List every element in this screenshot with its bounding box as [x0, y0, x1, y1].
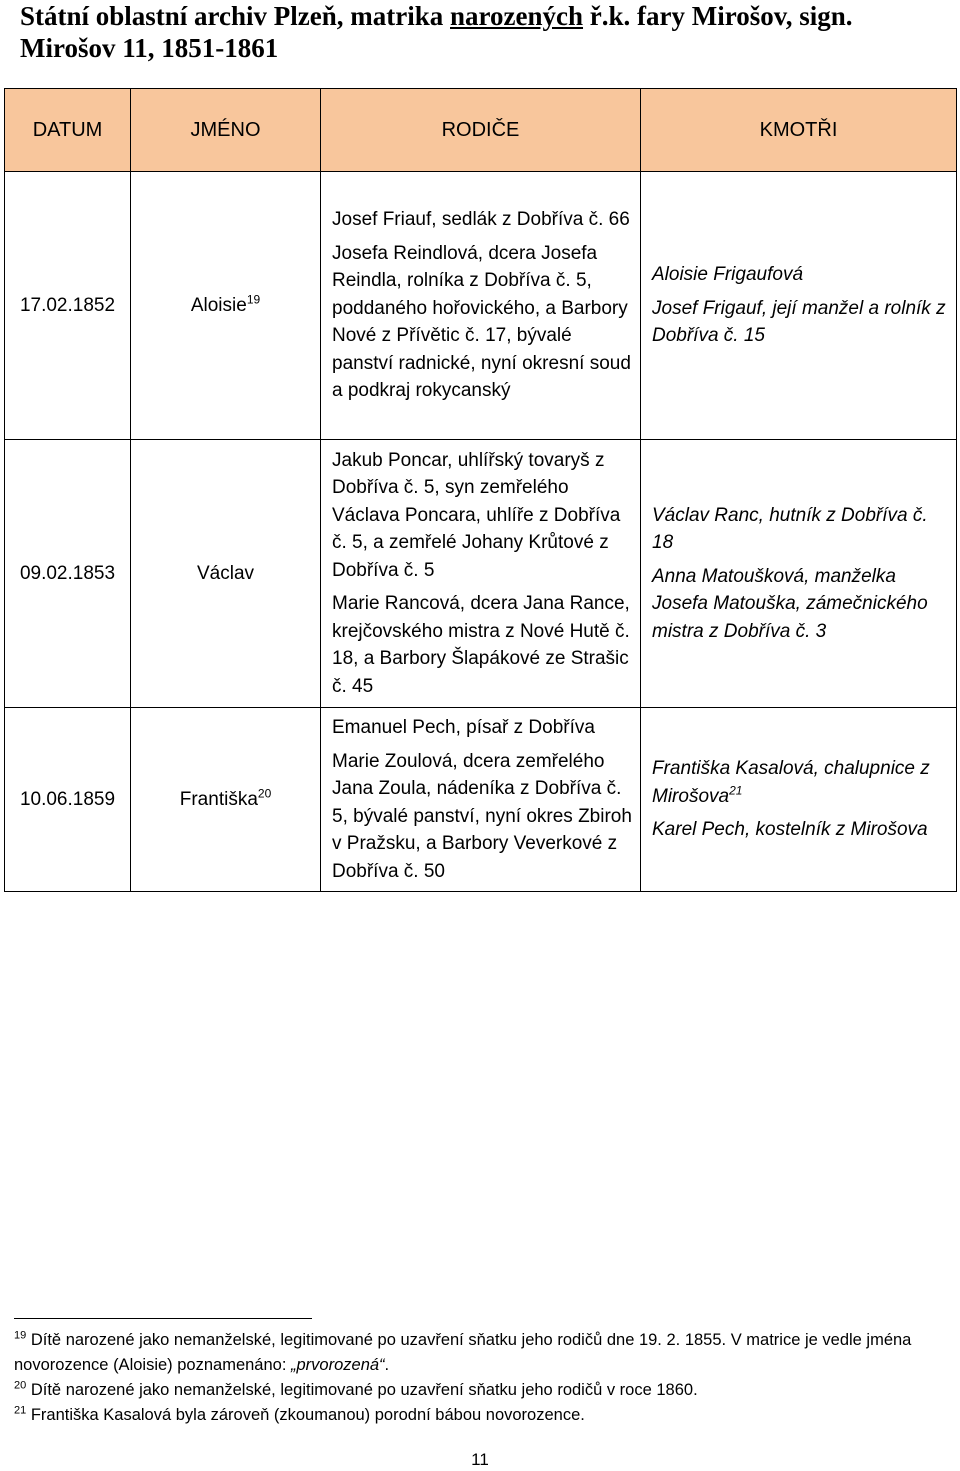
row-godparents	[641, 708, 957, 892]
godparent: Václav Ranc, hutník z Dobříva č. 18	[652, 504, 928, 554]
row-godparents	[641, 440, 957, 708]
row-name	[131, 708, 321, 892]
title-underlined-word: narozených	[450, 1, 584, 31]
footnote-text: Františka Kasalová byla zároveň (zkoumanou) porodní bábou novorozence.	[30, 1406, 585, 1424]
row-date: 09.02.1853	[5, 440, 131, 708]
table-header-row	[5, 89, 957, 172]
document-title	[20, 0, 950, 64]
row-parents	[321, 440, 641, 708]
table-row	[5, 172, 957, 440]
row-name	[131, 440, 321, 708]
godparent: Josef Frigauf, její manžel a rolník z Dobříva č. 15	[652, 297, 946, 347]
birth-register-table	[4, 88, 957, 892]
row-godparents	[641, 172, 957, 440]
table-row	[5, 440, 957, 708]
child-name: Františka	[179, 788, 258, 810]
footnote-number: 19	[14, 1329, 27, 1342]
footnote-quote: „prvorozená“	[291, 1356, 385, 1374]
mother: Marie Zoulová, dcera zemřelého Jana Zoula, nádeníka z Dobříva č. 5, bývalé panství, nyní okres Zbiroh v Pražsku, a Barbory Veverkové z Dobříva č. 50	[332, 750, 632, 882]
row-parents	[321, 708, 641, 892]
table-row	[5, 708, 957, 892]
footnote-separator	[14, 1318, 312, 1319]
mother: Marie Rancová, dcera Jana Rance, krejčovského mistra z Nové Hutě č. 18, a Barbory Šlapákové ze Strašic č. 45	[332, 593, 630, 697]
footnote-text: Dítě narozené jako nemanželské, legitimované po uzavření sňatku jeho rodičů dne 19. 2. 1855. V matrice je vedle jména novorozence (Aloisie) poznamenáno:	[14, 1331, 912, 1374]
footnote-ref: 21	[729, 783, 743, 798]
mother: Josefa Reindlová, dcera Josefa Reindla, rolníka z Dobříva č. 5, poddaného hořovického, a Barbory Nové z Přívětic č. 17, bývalé panství radnické, nyní okresní soud a podkraj rokycanský	[332, 242, 631, 402]
footnote-text: Dítě narozené jako nemanželské, legitimované po uzavření sňatku jeho rodičů v roce 1860.	[30, 1381, 698, 1399]
father: Josef Friauf, sedlák z Dobříva č. 66	[332, 209, 630, 231]
row-parents	[321, 172, 641, 440]
godparent	[652, 755, 948, 810]
header-godparents: KMOTŘI	[641, 89, 957, 172]
godparent: Anna Matoušková, manželka Josefa Matouška, zámečnického mistra z Dobříva č. 3	[652, 565, 928, 642]
footnote-ref: 19	[246, 292, 261, 307]
title-text: Státní oblastní archiv Plzeň, matrika	[20, 1, 451, 31]
header-date: DATUM	[5, 89, 131, 172]
row-name	[131, 172, 321, 440]
footnote-ref: 20	[257, 786, 272, 801]
godparent-text: Františka Kasalová, chalupnice z Mirošova	[652, 758, 930, 807]
father: Emanuel Pech, písař z Dobříva	[332, 717, 595, 738]
footnote-end: .	[384, 1356, 390, 1374]
child-name: Aloisie	[190, 294, 247, 316]
footnote	[14, 1403, 950, 1428]
footnote-number: 21	[14, 1404, 27, 1417]
page-number: 11	[471, 1450, 489, 1469]
godparent: Karel Pech, kostelník z Mirošova	[652, 819, 928, 841]
godparent: Aloisie Frigaufová	[652, 264, 804, 286]
footnote	[14, 1328, 950, 1378]
row-date: 10.06.1859	[5, 708, 131, 892]
row-date: 17.02.1852	[5, 172, 131, 440]
footnote-number: 20	[14, 1379, 27, 1392]
footnote	[14, 1378, 950, 1403]
header-parents: RODIČE	[321, 89, 641, 172]
footnotes	[14, 1328, 950, 1428]
child-name: Václav	[196, 562, 255, 584]
father: Jakub Poncar, uhlířský tovaryš z Dobříva č. 5, syn zemřelého Václava Poncara, uhlíře z Dobříva č. 5, a zemřelé Johany Krůtové z Dobříva č. 5	[332, 449, 621, 581]
header-name: JMÉNO	[131, 89, 321, 172]
title-text-rest: ř.k. fary Mirošov, sign. Mirošov 11, 1851-1861	[20, 1, 853, 63]
